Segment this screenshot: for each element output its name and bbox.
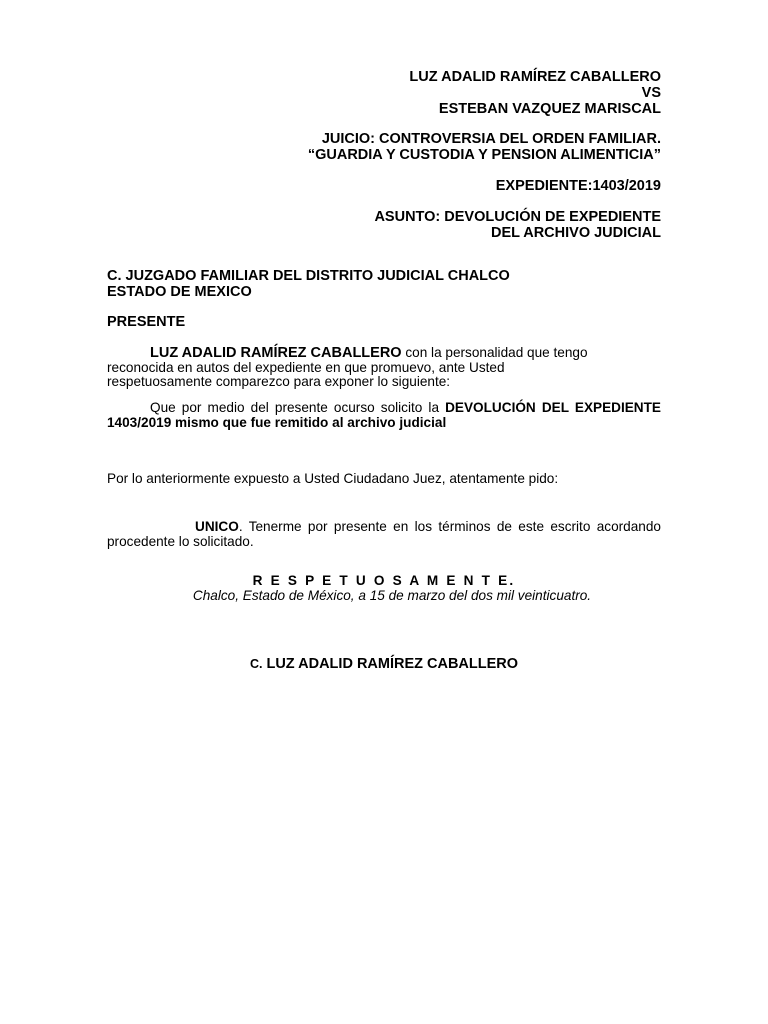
paragraph-intro <box>107 346 661 390</box>
paragraph-request <box>107 401 661 430</box>
header-asunto-line2: DEL ARCHIVO JUDICIAL <box>491 225 661 241</box>
paragraph-unico <box>107 520 661 549</box>
signature-prefix: C. <box>249 657 263 671</box>
header-party1: LUZ ADALID RAMÍREZ CABALLERO <box>409 69 661 85</box>
unico-text: . Tenerme por presente en los términos de este escrito acordando procedente lo solicitado. <box>107 519 661 549</box>
intro-name: LUZ ADALID RAMÍREZ CABALLERO <box>150 345 402 361</box>
header-party2: ESTEBAN VAZQUEZ MARISCAL <box>438 101 661 117</box>
case-header <box>101 69 661 241</box>
header-asunto-line1: ASUNTO: DEVOLUCIÓN DE EXPEDIENTE <box>374 209 661 225</box>
signature-name: LUZ ADALID RAMÍREZ CABALLERO <box>262 656 519 672</box>
header-juicio-line2: “GUARDIA Y CUSTODIA Y PENSION ALIMENTICIA” <box>307 147 661 163</box>
addressee-block <box>107 268 667 300</box>
intro-text-b: reconocida en autos del expediente en que promuevo, ante Usted <box>107 359 505 375</box>
signature-line <box>107 656 661 672</box>
header-vs: VS <box>641 85 661 101</box>
addressee-line2: ESTADO DE MEXICO <box>107 284 252 300</box>
place-date: Chalco, Estado de México, a 15 de marzo del dos mil veinticuatro. <box>192 588 592 603</box>
header-expediente: EXPEDIENTE:1403/2019 <box>495 178 661 194</box>
intro-text-c: respetuosamente comparezco para exponer lo siguiente: <box>107 374 451 389</box>
intro-text-a: con la personalidad que tengo <box>401 345 588 360</box>
presente-heading: PRESENTE <box>107 314 186 330</box>
paragraph-petition: Por lo anteriormente expuesto a Usted Ciudadano Juez, atentamente pido: <box>107 471 559 486</box>
closing-block <box>107 573 661 603</box>
request-text: Que por medio del presente ocurso solicito la <box>150 400 446 415</box>
unico-label: UNICO <box>195 519 239 534</box>
header-juicio-line1: JUICIO: CONTROVERSIA DEL ORDEN FAMILIAR. <box>321 131 661 147</box>
addressee-line1: C. JUZGADO FAMILIAR DEL DISTRITO JUDICIAL CHALCO <box>107 268 510 284</box>
respetuosamente: R E S P E T U O S A M E N T E. <box>252 573 516 588</box>
request-bold: DEVOLUCIÓN DEL EXPEDIENTE 1403/2019 mismo que fue remitido al archivo judicial <box>107 400 661 430</box>
